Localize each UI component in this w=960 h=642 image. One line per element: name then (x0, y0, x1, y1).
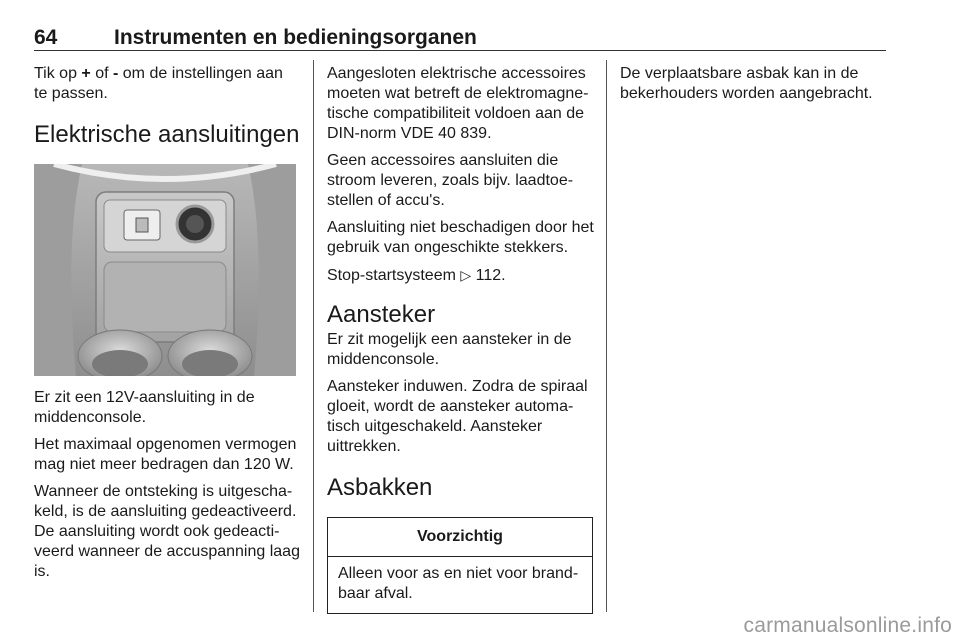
paragraph-emc: Aangesloten elektrische accessoires moeten wat betreft de elektromagne-tische compatibiliteit voldoen aan de DIN-norm VDE 40 839. (327, 65, 589, 142)
section-heading-lighter: Aansteker (327, 301, 436, 328)
cross-reference (327, 265, 595, 286)
header-rule (34, 50, 886, 51)
intro-text-pre: Tik op (34, 65, 82, 82)
paragraph-movable-ashtray: De verplaatsbare asbak kan in de bekerhouders worden aangebracht. (620, 65, 873, 102)
reference-triangle-icon: ▷ (460, 267, 472, 283)
intro-paragraph (34, 64, 300, 104)
column-1 (34, 64, 300, 589)
paragraph-12v-outlet: Er zit een 12V-aansluiting in de middenconsole. (34, 389, 255, 426)
caution-title: Voorzichtig (328, 518, 592, 557)
paragraph-lighter-usage: Aansteker induwen. Zodra de spiraal gloeit, wordt de aansteker automa-tisch uitgeschakeld. Aansteker uittrekken. (327, 378, 588, 455)
plus-key: + (81, 65, 91, 82)
paragraph-lighter-location: Er zit mogelijk een aansteker in de middenconsole. (327, 331, 572, 368)
intro-text-post: om de instellingen aan te passen. (34, 65, 283, 102)
section-heading-electrical: Elektrische aansluitingen (34, 121, 300, 148)
watermark: carmanualsonline.info (743, 614, 952, 637)
column-divider-1 (313, 60, 314, 612)
power-outlet-illustration (34, 164, 296, 376)
minus-key: - (113, 65, 119, 82)
column-2 (327, 64, 595, 614)
section-heading-ashtrays: Asbakken (327, 474, 433, 501)
cross-reference-page: 112. (475, 267, 506, 284)
paragraph-max-power: Het maximaal opgenomen vermogen mag niet meer bedragen dan 120 W. (34, 436, 297, 473)
paragraph-ignition-off: Wanneer de ontsteking is uitgescha-keld, is de aansluiting gedeactiveerd. De aansluiting wordt ook gedeacti-veerd wanneer de accuspanning laag is. (34, 483, 300, 580)
page-header (34, 26, 886, 50)
column-divider-2 (606, 60, 607, 612)
intro-text-mid: of (90, 65, 113, 82)
caution-text: Alleen voor as en niet voor brand-baar afval. (338, 565, 579, 602)
cross-reference-text: Stop-startsysteem (327, 267, 456, 284)
column-3 (620, 64, 886, 111)
paragraph-no-charging-devices: Geen accessoires aansluiten die stroom leveren, zoals bijv. laadtoe-stellen of accu's. (327, 152, 574, 209)
page-number: 64 (34, 26, 58, 49)
caution-box (327, 517, 593, 614)
page-title: Instrumenten en bedieningsorganen (114, 26, 477, 49)
paragraph-no-damage: Aansluiting niet beschadigen door het gebruik van ongeschikte stekkers. (327, 219, 594, 256)
